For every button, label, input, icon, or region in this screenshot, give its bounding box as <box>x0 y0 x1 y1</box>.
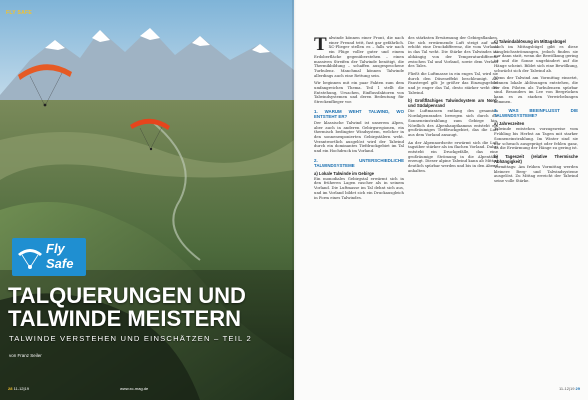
intro-text: alwinde können einer Front, die nach einer Freund tritt, fast gar gefährlich. XC-Flieger stellen es – falls wir nach ein Flüge voller guter und einem Erdoberfläche gegenüberstehen – einen massiven Streifen der Talwinde benötigt, die Thermikbildung – schaffen ausgesprochene Turbulenz. Manchmal können Talwinde allerdings auch eine Rettung sein. <box>314 35 404 78</box>
paragraph: Talwinde entstehen vorzugsweise vom Frühling bis Herbst an Tagen mit starker Sonneneinstrahlung. Im Winter sind sie nur schwach ausgeprägt oder fehlen ganz, da die Erwärmung der Hänge zu gering ist. <box>494 126 578 151</box>
subsection-heading: c) Talwindablösung im Mittagsbügel <box>494 39 566 44</box>
paragraph: Wir beginnen mit ein paar Fakten zum dem umfangreichen Thema. Teil 1 stellt die Entstehung, Ursachen, Einflussfaktoren von Talwindsystemen und deren Bedeutung für Streckenflieger vor. <box>314 80 404 105</box>
paragraph: Der klassische Talwind ist unserem Alpen, aber auch in anderen Gebirgsregionen, ein thermisch bedingter Windsystem, welcher in den sonnenexponierten Gebirgstälern weht. Verantwortlich ausgelöst wird der Talwind durch ein dominantes Tiefdruckgebiet im Tal und ein Hochdruck im Vorland. <box>314 119 404 154</box>
paragraph: Fließt die Luftmasse in ein enges Tal, wird sie durch den Düseneffekt beschleunigt. Als Faustregel gilt: Je größer das Einzugsgebiet und je enger das Tal, desto stärker weht der Talwind. <box>408 70 498 95</box>
footer-right <box>559 386 580 391</box>
text-column-1 <box>314 36 404 203</box>
article-subline: TALWINDE VERSTEHEN UND EINSCHÄTZEN – TEIL 2 <box>9 334 252 343</box>
paragraph: Vormittags: Am frühen Vormittag werden kleinere Berg- und Talwindsysteme ausgelöst. Zu Mittag erreicht der Talwind seine volle Stärke. <box>494 163 578 184</box>
text-column-3 <box>494 36 578 187</box>
subsection-heading: a) Jahreszeiten <box>494 121 525 127</box>
subsection-heading: a) Lokale Talwinde im Gebirge <box>314 170 374 176</box>
headline-line-2: TALWINDE MEISTERN <box>8 306 242 331</box>
section-name: SAFE <box>17 10 33 16</box>
section-heading: 2. UNTERSCHIEDLICHE TALWINDSYSTEME <box>314 157 404 168</box>
page-number-left: 28 <box>8 386 13 391</box>
paragraph: Die Luftmassen entlang des gesamten Nordalpenrandes bewegen sich durch die Sonneneinstrahlung zum Gebirge hin. Nördlich des Alpenhauptkamms entsteht ein großräumiges Tiefdruckgebiet, das die Luft aus dem Vorland ansaugt. <box>408 108 498 137</box>
section-heading: 1. WARUM WEHT TALWIND, WO ENTSTEHT ER? <box>314 108 404 119</box>
intro-paragraph <box>314 36 404 78</box>
text-column-2 <box>408 36 498 177</box>
paragraph: An der Alpennordseite erwärmt sich die Luft tagsüber stärker als im flachen Vorland. Dabei entsteht ein Druckgefälle, das eine großräumige Strömung in die Alpentäler erzeugt. Dieser alpine Talwind kann ab Mittag deutlich spürbar werden und bis in den Abend anhalten. <box>408 139 498 173</box>
footer-left <box>8 386 29 391</box>
logo-text <box>46 241 73 271</box>
issue-date-right: 11-12|19 <box>559 386 575 391</box>
article-byline: von Franz Seiler <box>9 353 42 358</box>
logo-line-1: Fly <box>46 241 65 256</box>
paragraph: Wenn der Talwind am Vormittag einsetzt, können lokale Ablösungen entstehen, die für den Piloten als Turbulenzen spürbar sind. Besonders im Lee von Bergrücken kann es zu starken Verwirbelungen kommen. <box>494 75 578 104</box>
headline-line-1: TALQUERUNGEN UND <box>8 283 246 308</box>
logo-line-2: Safe <box>46 256 74 271</box>
right-page <box>294 0 588 400</box>
fly-safe-logo <box>12 238 86 276</box>
paragraph: Ein monodiales Gebirgstal erwärmt sich in den früheren Lagen rascher als in seinem Vorland. Die Luftmasse im Tal dehnt sich aus, und im Vorland bildet sich ein Druckausgleich in Form eines Talwindes. <box>314 175 404 200</box>
magazine-header <box>6 10 32 16</box>
drop-cap: T <box>314 34 327 55</box>
paraglider-icon <box>16 244 44 270</box>
paragraph: Auch im Mittagsbügel gibt es diese Ausgleichsströmungen, jedoch finden sie nur dann statt, wenn die Bewölkung gering ist und die Sonne ungehindert auf die Hänge scheint. Bildet sich eine Bewölkung, schwächt sich der Talwind ab. <box>494 44 578 73</box>
magazine-name: FLY <box>6 10 16 16</box>
paragraph: des stärksten Erwärmung der Gebirgsflanken. Die sich erwärmende Luft steigt auf und erhöht eine Druckdifferenz, die vom Vorland in das Tal weht. Die Stärke des Talwindes ist abhängig von der Temperaturdifferenz zwischen Tal und Vorland, sowie dem Verlauf des Tales. <box>408 35 498 69</box>
section-heading: 3. WAS BEEINFLUSST DIE TALWINDSYSTEME? <box>494 108 578 119</box>
subsection-heading: b) Großflächiges Talwindsystem am Nord- und Südalpenrand <box>408 98 498 109</box>
page-number-right: 29 <box>575 386 580 391</box>
page-gutter <box>292 0 296 400</box>
footer-url: www.xc-mag.de <box>120 386 149 391</box>
issue-date-left: 11-12|19 <box>13 386 29 391</box>
article-headline <box>8 284 288 330</box>
subsection-heading: b) Tageszeit (relative Thermische Abhängigkeit) <box>494 153 578 164</box>
